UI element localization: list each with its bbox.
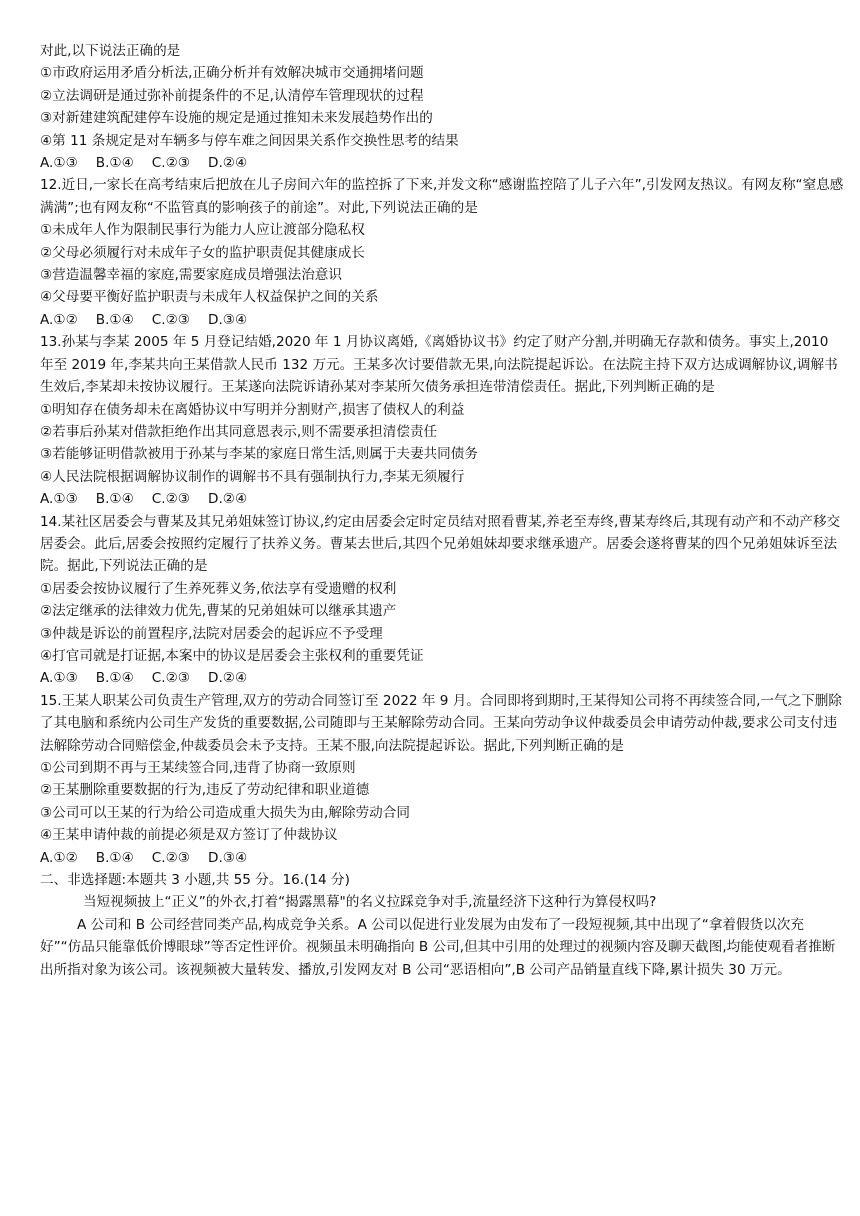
- option-a: A.①②: [40, 849, 78, 866]
- option-a: A.①③: [40, 670, 78, 687]
- question-16-material: A 公司和 B 公司经营同类产品,构成竞争关系。A 公司以促进行业发展为由发布了一段短视频,其中出现了“拿着假货以次充好”“仿品只能靠低价博眼球”等否定性评价。视频虽未明确指向 B 公司,但其中引用的处理过的视频内容及聊天截图,均能使观看者推断出所指对象为该公司。该视频被大量转发、播放,引发网友对 B 公司“恶语相向”,B 公司产品销量直线下降,累计损失 30 万元。: [40, 916, 836, 978]
- answer-options: [40, 309, 844, 331]
- statement-3: ③仲裁是诉讼的前置程序,法院对居委会的起诉应不予受理: [40, 625, 383, 642]
- question-16-intro: 当短视频披上“正义”的外衣,打着“揭露黑幕"的名义拉踩竞争对手,流量经济下这种行为算侵权吗?: [83, 894, 657, 911]
- statement-2: ②法定继承的法律效力优先,曹某的兄弟姐妹可以继承其遗产: [40, 603, 397, 620]
- question-prompt: 对此,以下说法正确的是: [40, 43, 181, 59]
- option-b: B.①④: [95, 670, 134, 687]
- statement-3: ③营造温馨幸福的家庭,需要家庭成员增强法治意识: [40, 267, 342, 284]
- question-stem: 14.某社区居委会与曹某及其兄弟姐妹签订协议,约定由居委会定时定员结对照看曹某,养老至寿终,曹某寿终后,其现有动产和不动产移交居委会。此后,居委会按照约定履行了扶养义务。曹某去世后,其四个兄弟姐妹却要求继承遗产。居委会遂将曹某的四个兄弟姐妹诉至法院。据此,下列说法正确的是: [40, 513, 841, 575]
- question-13: [40, 331, 844, 510]
- answer-options: [40, 847, 844, 869]
- answer-options: [40, 488, 844, 510]
- option-b: B.①④: [95, 155, 134, 172]
- answer-options: [40, 667, 844, 689]
- statement-3: ③公司可以王某的行为给公司造成重大损失为由,解除劳动合同: [40, 804, 410, 821]
- statement-4: ④王某申请仲裁的前提必须是双方签订了仲裁协议: [40, 827, 338, 844]
- option-a: A.①③: [40, 491, 78, 508]
- option-a: A.①②: [40, 311, 78, 328]
- answer-options: [40, 152, 844, 174]
- statement-4: ④第 11 条规定是对车辆多与停车难之间因果关系作交换性思考的结果: [40, 132, 459, 149]
- option-b: B.①④: [95, 491, 134, 508]
- statement-1: ①居委会按协议履行了生养死葬义务,依法享有受遗赠的权利: [40, 580, 397, 597]
- statement-2: ②若事后孙某对借款拒绝作出其同意恩表示,则不需要承担清偿责任: [40, 423, 438, 440]
- section-heading: 二、非选择题:本题共 3 小题,共 55 分。16.(14 分): [40, 872, 350, 889]
- statement-4: ④人民法院根据调解协议制作的调解书不具有强制执行力,李某无须履行: [40, 468, 465, 485]
- option-d: D.②④: [207, 155, 248, 172]
- statement-1: ①未成年人作为限制民事行为能力人应让渡部分隐私权: [40, 222, 365, 239]
- question-stem: 12.近日,一家长在高考结束后把放在儿子房间六年的监控拆了下来,并发文称“感谢监控陪了儿子六年”,引发网友热议。有网友称“窒息感满满”;也有网友称“不监管真的影响孩子的前途”。对此,下列说法正确的是: [40, 177, 844, 216]
- option-c: C.②③: [151, 311, 190, 328]
- option-c: C.②③: [151, 670, 190, 687]
- question-14: [40, 511, 844, 690]
- statement-2: ②王某删除重要数据的行为,违反了劳动纪律和职业道德: [40, 782, 370, 799]
- statement-3: ③对新建建筑配建停车设施的规定是通过推知未来发展趋势作出的: [40, 110, 433, 127]
- question-12: [40, 174, 844, 331]
- option-a: A.①③: [40, 155, 78, 172]
- question-stem: 13.孙某与李某 2005 年 5 月登记结婚,2020 年 1 月协议离婚,《离婚协议书》约定了财产分割,并明确无存款和债务。事实上,2010 年至 2019 年,李某共向王某借款人民币 132 万元。王某多次讨要借款无果,向法院提起诉讼。在法院主持下双方达成调解协议,调解书生效后,李某却未按协议履行。王某遂向法院诉请孙某对李某所欠债务承担连带清偿责任。据此,下列判断正确的是: [40, 334, 838, 396]
- statement-4: ④打官司就是打证据,本案中的协议是居委会主张权利的重要凭证: [40, 647, 424, 664]
- option-d: D.③④: [207, 311, 248, 328]
- option-d: D.②④: [207, 670, 248, 687]
- statement-1: ①公司到期不再与王某续签合同,违背了协商一致原则: [40, 760, 356, 776]
- option-c: C.②③: [151, 155, 190, 172]
- option-c: C.②③: [151, 491, 190, 508]
- section-non-choice: [40, 869, 844, 981]
- option-d: D.②④: [207, 491, 248, 508]
- statement-2: ②父母必须履行对未成年子女的监护职责促其健康成长: [40, 244, 365, 261]
- option-b: B.①④: [95, 849, 134, 866]
- question-15: [40, 690, 844, 869]
- question-11-tail: [40, 40, 844, 174]
- statement-1: ①明知存在债务却未在离婚协议中写明并分割财产,损害了债权人的利益: [40, 401, 465, 418]
- statement-3: ③若能够证明借款被用于孙某与李某的家庭日常生活,则属于夫妻共同债务: [40, 446, 478, 463]
- statement-2: ②立法调研是通过弥补前提条件的不足,认清停车管理现状的过程: [40, 87, 424, 104]
- option-c: C.②③: [151, 849, 190, 866]
- option-d: D.③④: [207, 849, 248, 866]
- statement-1: ①市政府运用矛盾分析法,正确分析并有效解决城市交通拥堵问题: [40, 65, 424, 82]
- question-stem: 15.王某人职某公司负责生产管理,双方的劳动合同签订至 2022 年 9 月。合同即将到期时,王某得知公司将不再续签合同,一气之下删除了其电脑和系统内公司生产发货的重要数据,公司随即与王某解除劳动合同。王某向劳动争议仲裁委员会申请劳动仲裁,要求公司支付违法解除劳动合同赔偿金,仲裁委员会未予支持。王某不服,向法院提起诉讼。据此,下列判断正确的是: [40, 692, 842, 754]
- option-b: B.①④: [95, 311, 134, 328]
- statement-4: ④父母要平衡好监护职责与未成年人权益保护之间的关系: [40, 289, 379, 306]
